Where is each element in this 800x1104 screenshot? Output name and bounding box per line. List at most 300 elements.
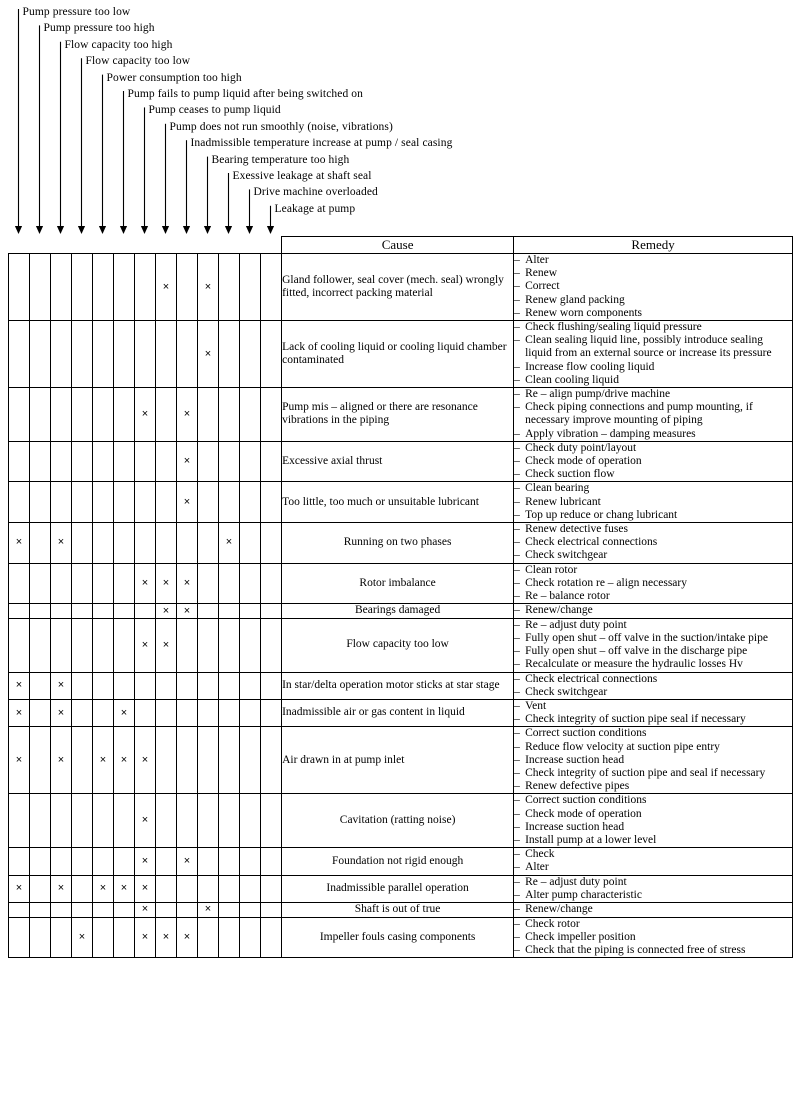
symptom-label-1: Pump pressure too low (22, 6, 131, 18)
mark-cell-r13-c4 (72, 794, 93, 848)
mark-cell-r6-c5 (93, 523, 114, 564)
remedy-cell (514, 672, 793, 699)
cause-cell: Impeller fouls casing components (282, 917, 514, 958)
mark-cell-r6-c1: × (9, 523, 30, 564)
mark-cell-r4-c9: × (177, 441, 198, 482)
mark-cell-r15-c6: × (114, 875, 135, 902)
mark-cell-r4-c4 (72, 441, 93, 482)
mark-cell-r5-c10 (198, 482, 219, 523)
table-row (9, 794, 793, 848)
mark-cell-r11-c7 (135, 700, 156, 727)
mark-cell-r1-c8: × (156, 254, 177, 321)
mark-cell-r3-c5 (93, 388, 114, 442)
header-spacer (9, 237, 282, 254)
remedy-item: – Renew/change (514, 903, 792, 916)
mark-cell-r5-c3 (51, 482, 72, 523)
remedy-item: – Renew/change (514, 604, 792, 617)
mark-cell-r1-c2 (30, 254, 51, 321)
mark-cell-r15-c2 (30, 875, 51, 902)
remedy-cell (514, 388, 793, 442)
mark-cell-r12-c7: × (135, 727, 156, 794)
mark-cell-r5-c11 (219, 482, 240, 523)
remedy-cell (514, 618, 793, 672)
cause-cell: Inadmissible parallel operation (282, 875, 514, 902)
table-row (9, 563, 793, 604)
remedy-item: – Increase suction head (514, 754, 792, 767)
mark-cell-r15-c1: × (9, 875, 30, 902)
mark-cell-r8-c12 (240, 604, 261, 619)
mark-cell-r7-c3 (51, 563, 72, 604)
mark-cell-r5-c13 (261, 482, 282, 523)
remedy-item: – Check mode of operation (514, 808, 792, 821)
symptom-label-5: Power consumption too high (106, 71, 242, 84)
mark-cell-r16-c5 (93, 903, 114, 918)
mark-cell-r14-c13 (261, 848, 282, 875)
mark-cell-r2-c3 (51, 321, 72, 388)
remedy-item: – Increase suction head (514, 821, 792, 834)
mark-cell-r2-c4 (72, 321, 93, 388)
remedy-cell (514, 903, 793, 918)
remedy-cell (514, 917, 793, 958)
cause-cell: In star/delta operation motor sticks at star stage (282, 672, 514, 699)
mark-cell-r16-c1 (9, 903, 30, 918)
mark-cell-r7-c8: × (156, 563, 177, 604)
remedy-item: – Renew (514, 267, 792, 280)
remedy-item: – Renew defective pipes (514, 780, 792, 793)
table-row (9, 618, 793, 672)
cause-cell: Air drawn in at pump inlet (282, 727, 514, 794)
mark-cell-r17-c6 (114, 917, 135, 958)
mark-cell-r16-c3 (51, 903, 72, 918)
mark-cell-r17-c3 (51, 917, 72, 958)
mark-cell-r13-c2 (30, 794, 51, 848)
remedy-item: – Clean cooling liquid (514, 374, 792, 387)
remedy-item: – Clean sealing liquid line, possibly introduce sealing liquid from an external source or increase its pressure (514, 334, 792, 360)
remedy-item: – Check rotor (514, 918, 792, 931)
remedy-item: – Check (514, 848, 792, 861)
remedy-item: – Renew gland packing (514, 294, 792, 307)
table-row (9, 848, 793, 875)
remedy-item: – Renew lubricant (514, 496, 792, 509)
remedy-item: – Check integrity of suction pipe and seal if necessary (514, 767, 792, 780)
mark-cell-r17-c11 (219, 917, 240, 958)
mark-cell-r12-c5: × (93, 727, 114, 794)
mark-cell-r11-c13 (261, 700, 282, 727)
remedy-item: – Check electrical connections (514, 673, 792, 686)
mark-cell-r7-c1 (9, 563, 30, 604)
remedy-item: – Fully open shut – off valve in the discharge pipe (514, 645, 792, 658)
mark-cell-r10-c13 (261, 672, 282, 699)
mark-cell-r9-c2 (30, 618, 51, 672)
remedy-cell (514, 482, 793, 523)
mark-cell-r6-c2 (30, 523, 51, 564)
mark-cell-r13-c1 (9, 794, 30, 848)
mark-cell-r8-c9: × (177, 604, 198, 619)
remedy-item: – Check switchgear (514, 686, 792, 699)
mark-cell-r8-c2 (30, 604, 51, 619)
mark-cell-r1-c10: × (198, 254, 219, 321)
mark-cell-r17-c10 (198, 917, 219, 958)
symptom-label-2: Pump pressure too high (43, 22, 155, 35)
mark-cell-r7-c11 (219, 563, 240, 604)
table-row (9, 254, 793, 321)
remedy-cell (514, 563, 793, 604)
mark-cell-r6-c3: × (51, 523, 72, 564)
symptom-label-4: Flow capacity too low (85, 55, 191, 68)
mark-cell-r13-c3 (51, 794, 72, 848)
mark-cell-r2-c7 (135, 321, 156, 388)
mark-cell-r11-c5 (93, 700, 114, 727)
mark-cell-r14-c9: × (177, 848, 198, 875)
remedy-item: – Install pump at a lower level (514, 834, 792, 847)
mark-cell-r2-c11 (219, 321, 240, 388)
remedy-cell (514, 727, 793, 794)
mark-cell-r13-c13 (261, 794, 282, 848)
mark-cell-r14-c2 (30, 848, 51, 875)
mark-cell-r5-c1 (9, 482, 30, 523)
remedy-item: – Recalculate or measure the hydraulic losses Hv (514, 658, 792, 671)
mark-cell-r9-c1 (9, 618, 30, 672)
mark-cell-r9-c13 (261, 618, 282, 672)
symptom-label-10: Bearing temperature too high (211, 153, 350, 166)
mark-cell-r14-c3 (51, 848, 72, 875)
mark-cell-r4-c11 (219, 441, 240, 482)
mark-cell-r8-c1 (9, 604, 30, 619)
mark-cell-r7-c10 (198, 563, 219, 604)
cause-cell: Lack of cooling liquid or cooling liquid chamber contaminated (282, 321, 514, 388)
mark-cell-r5-c2 (30, 482, 51, 523)
remedy-item: – Check integrity of suction pipe seal if necessary (514, 713, 792, 726)
table-row (9, 388, 793, 442)
mark-cell-r2-c1 (9, 321, 30, 388)
mark-cell-r11-c11 (219, 700, 240, 727)
mark-cell-r11-c4 (72, 700, 93, 727)
mark-cell-r5-c8 (156, 482, 177, 523)
remedy-item: – Correct suction conditions (514, 794, 792, 807)
mark-cell-r16-c12 (240, 903, 261, 918)
mark-cell-r3-c11 (219, 388, 240, 442)
cause-cell: Too little, too much or unsuitable lubricant (282, 482, 514, 523)
table-row (9, 672, 793, 699)
mark-cell-r3-c7: × (135, 388, 156, 442)
mark-cell-r14-c4 (72, 848, 93, 875)
remedy-cell (514, 254, 793, 321)
remedy-item: – Increase flow cooling liquid (514, 361, 792, 374)
mark-cell-r9-c11 (219, 618, 240, 672)
remedy-item: – Renew detective fuses (514, 523, 792, 536)
remedy-item: – Check that the piping is connected free of stress (514, 944, 792, 957)
mark-cell-r2-c10: × (198, 321, 219, 388)
mark-cell-r4-c7 (135, 441, 156, 482)
symptom-label-11: Exessive leakage at shaft seal (232, 170, 372, 182)
remedy-item: – Check suction flow (514, 468, 792, 481)
remedy-item: – Clean rotor (514, 564, 792, 577)
mark-cell-r7-c12 (240, 563, 261, 604)
remedy-item: – Fully open shut – off valve in the suction/intake pipe (514, 632, 792, 645)
mark-cell-r15-c3: × (51, 875, 72, 902)
mark-cell-r7-c5 (93, 563, 114, 604)
remedy-cell (514, 604, 793, 619)
mark-cell-r11-c6: × (114, 700, 135, 727)
mark-cell-r17-c4: × (72, 917, 93, 958)
mark-cell-r2-c2 (30, 321, 51, 388)
mark-cell-r9-c9 (177, 618, 198, 672)
mark-cell-r12-c1: × (9, 727, 30, 794)
mark-cell-r14-c12 (240, 848, 261, 875)
remedy-column-header: Remedy (514, 237, 793, 254)
mark-cell-r6-c10 (198, 523, 219, 564)
remedy-item: – Alter pump characteristic (514, 889, 792, 902)
mark-cell-r4-c2 (30, 441, 51, 482)
mark-cell-r15-c12 (240, 875, 261, 902)
mark-cell-r11-c10 (198, 700, 219, 727)
mark-cell-r3-c9: × (177, 388, 198, 442)
mark-cell-r1-c4 (72, 254, 93, 321)
symptom-label-block (0, 0, 800, 236)
mark-cell-r8-c11 (219, 604, 240, 619)
symptom-label-8: Pump does not run smoothly (noise, vibrations) (169, 120, 393, 133)
remedy-cell (514, 523, 793, 564)
mark-cell-r2-c13 (261, 321, 282, 388)
mark-cell-r17-c5 (93, 917, 114, 958)
mark-cell-r16-c4 (72, 903, 93, 918)
mark-cell-r4-c10 (198, 441, 219, 482)
mark-cell-r13-c8 (156, 794, 177, 848)
mark-cell-r17-c13 (261, 917, 282, 958)
cause-cell: Gland follower, seal cover (mech. seal) wrongly fitted, incorrect packing material (282, 254, 514, 321)
table-row (9, 482, 793, 523)
mark-cell-r3-c1 (9, 388, 30, 442)
remedy-item: – Re – balance rotor (514, 590, 792, 603)
mark-cell-r4-c13 (261, 441, 282, 482)
table-row (9, 903, 793, 918)
mark-cell-r1-c1 (9, 254, 30, 321)
mark-cell-r5-c4 (72, 482, 93, 523)
remedy-item: – Check mode of operation (514, 455, 792, 468)
mark-cell-r9-c3 (51, 618, 72, 672)
mark-cell-r7-c6 (114, 563, 135, 604)
mark-cell-r3-c6 (114, 388, 135, 442)
mark-cell-r12-c12 (240, 727, 261, 794)
mark-cell-r6-c12 (240, 523, 261, 564)
mark-cell-r16-c6 (114, 903, 135, 918)
cause-cell: Flow capacity too low (282, 618, 514, 672)
symptom-label-6: Pump fails to pump liquid after being switched on (127, 88, 364, 100)
mark-cell-r15-c11 (219, 875, 240, 902)
remedy-item: – Check flushing/sealing liquid pressure (514, 321, 792, 334)
mark-cell-r16-c9 (177, 903, 198, 918)
remedy-item: – Apply vibration – damping measures (514, 428, 792, 441)
mark-cell-r6-c13 (261, 523, 282, 564)
mark-cell-r3-c10 (198, 388, 219, 442)
remedy-item: – Top up reduce or chang lubricant (514, 509, 792, 522)
mark-cell-r6-c7 (135, 523, 156, 564)
mark-cell-r16-c2 (30, 903, 51, 918)
mark-cell-r17-c8: × (156, 917, 177, 958)
remedy-item: – Check piping connections and pump mounting, if necessary improve mounting of piping (514, 401, 792, 427)
remedy-item: – Alter (514, 861, 792, 874)
mark-cell-r13-c12 (240, 794, 261, 848)
mark-cell-r4-c5 (93, 441, 114, 482)
mark-cell-r14-c6 (114, 848, 135, 875)
mark-cell-r1-c9 (177, 254, 198, 321)
mark-cell-r1-c11 (219, 254, 240, 321)
remedy-cell (514, 794, 793, 848)
mark-cell-r1-c6 (114, 254, 135, 321)
mark-cell-r1-c5 (93, 254, 114, 321)
mark-cell-r13-c5 (93, 794, 114, 848)
mark-cell-r9-c12 (240, 618, 261, 672)
mark-cell-r5-c5 (93, 482, 114, 523)
mark-cell-r8-c3 (51, 604, 72, 619)
mark-cell-r7-c13 (261, 563, 282, 604)
mark-cell-r7-c2 (30, 563, 51, 604)
remedy-cell (514, 441, 793, 482)
remedy-item: – Check rotation re – align necessary (514, 577, 792, 590)
mark-cell-r9-c7: × (135, 618, 156, 672)
mark-cell-r7-c7: × (135, 563, 156, 604)
mark-cell-r8-c4 (72, 604, 93, 619)
mark-cell-r15-c5: × (93, 875, 114, 902)
mark-cell-r11-c8 (156, 700, 177, 727)
mark-cell-r10-c9 (177, 672, 198, 699)
table-row (9, 321, 793, 388)
table-header-row (9, 237, 793, 254)
remedy-cell (514, 848, 793, 875)
table-row (9, 523, 793, 564)
mark-cell-r17-c9: × (177, 917, 198, 958)
mark-cell-r4-c1 (9, 441, 30, 482)
symptom-label-3: Flow capacity too high (64, 38, 173, 51)
mark-cell-r3-c12 (240, 388, 261, 442)
mark-cell-r12-c2 (30, 727, 51, 794)
mark-cell-r14-c11 (219, 848, 240, 875)
mark-cell-r2-c6 (114, 321, 135, 388)
mark-cell-r16-c11 (219, 903, 240, 918)
mark-cell-r17-c1 (9, 917, 30, 958)
mark-cell-r9-c10 (198, 618, 219, 672)
remedy-item: – Renew worn components (514, 307, 792, 320)
mark-cell-r4-c8 (156, 441, 177, 482)
mark-cell-r10-c1: × (9, 672, 30, 699)
cause-cell: Cavitation (ratting noise) (282, 794, 514, 848)
mark-cell-r11-c3: × (51, 700, 72, 727)
mark-cell-r11-c9 (177, 700, 198, 727)
remedy-item: – Vent (514, 700, 792, 713)
mark-cell-r17-c2 (30, 917, 51, 958)
symptom-label-13: Leakage at pump (274, 202, 356, 215)
remedy-cell (514, 321, 793, 388)
remedy-item: – Check duty point/layout (514, 442, 792, 455)
mark-cell-r14-c10 (198, 848, 219, 875)
table-row (9, 604, 793, 619)
mark-cell-r3-c8 (156, 388, 177, 442)
mark-cell-r10-c2 (30, 672, 51, 699)
table-row (9, 875, 793, 902)
mark-cell-r10-c6 (114, 672, 135, 699)
cause-column-header: Cause (282, 237, 514, 254)
mark-cell-r14-c1 (9, 848, 30, 875)
remedy-item: – Check impeller position (514, 931, 792, 944)
mark-cell-r3-c4 (72, 388, 93, 442)
mark-cell-r17-c7: × (135, 917, 156, 958)
mark-cell-r15-c9 (177, 875, 198, 902)
mark-cell-r15-c7: × (135, 875, 156, 902)
mark-cell-r13-c10 (198, 794, 219, 848)
remedy-item: – Correct suction conditions (514, 727, 792, 740)
mark-cell-r3-c2 (30, 388, 51, 442)
mark-cell-r14-c5 (93, 848, 114, 875)
mark-cell-r6-c8 (156, 523, 177, 564)
table-row (9, 727, 793, 794)
mark-cell-r6-c6 (114, 523, 135, 564)
mark-cell-r9-c8: × (156, 618, 177, 672)
mark-cell-r11-c12 (240, 700, 261, 727)
mark-cell-r1-c12 (240, 254, 261, 321)
remedy-item: – Check switchgear (514, 549, 792, 562)
mark-cell-r1-c13 (261, 254, 282, 321)
mark-cell-r8-c5 (93, 604, 114, 619)
mark-cell-r8-c13 (261, 604, 282, 619)
mark-cell-r10-c4 (72, 672, 93, 699)
symptom-label-12: Drive machine overloaded (253, 186, 378, 199)
remedy-item: – Re – adjust duty point (514, 619, 792, 632)
mark-cell-r3-c3 (51, 388, 72, 442)
mark-cell-r7-c9: × (177, 563, 198, 604)
mark-cell-r11-c2 (30, 700, 51, 727)
mark-cell-r6-c11: × (219, 523, 240, 564)
mark-cell-r12-c8 (156, 727, 177, 794)
mark-cell-r16-c7: × (135, 903, 156, 918)
mark-cell-r13-c11 (219, 794, 240, 848)
mark-cell-r10-c12 (240, 672, 261, 699)
mark-cell-r14-c8 (156, 848, 177, 875)
table-row (9, 700, 793, 727)
mark-cell-r5-c7 (135, 482, 156, 523)
mark-cell-r16-c8 (156, 903, 177, 918)
table-row (9, 917, 793, 958)
cause-cell: Running on two phases (282, 523, 514, 564)
mark-cell-r12-c11 (219, 727, 240, 794)
mark-cell-r8-c6 (114, 604, 135, 619)
mark-cell-r16-c10: × (198, 903, 219, 918)
mark-cell-r10-c7 (135, 672, 156, 699)
remedy-cell (514, 700, 793, 727)
mark-cell-r10-c8 (156, 672, 177, 699)
mark-cell-r13-c7: × (135, 794, 156, 848)
mark-cell-r15-c10 (198, 875, 219, 902)
mark-cell-r1-c3 (51, 254, 72, 321)
mark-cell-r12-c4 (72, 727, 93, 794)
mark-cell-r12-c3: × (51, 727, 72, 794)
cause-cell: Foundation not rigid enough (282, 848, 514, 875)
mark-cell-r8-c7 (135, 604, 156, 619)
mark-cell-r13-c9 (177, 794, 198, 848)
mark-cell-r14-c7: × (135, 848, 156, 875)
mark-cell-r15-c8 (156, 875, 177, 902)
mark-cell-r16-c13 (261, 903, 282, 918)
mark-cell-r15-c13 (261, 875, 282, 902)
mark-cell-r9-c5 (93, 618, 114, 672)
mark-cell-r4-c6 (114, 441, 135, 482)
mark-cell-r6-c4 (72, 523, 93, 564)
mark-cell-r13-c6 (114, 794, 135, 848)
mark-cell-r5-c6 (114, 482, 135, 523)
mark-cell-r2-c5 (93, 321, 114, 388)
remedy-cell (514, 875, 793, 902)
mark-cell-r4-c12 (240, 441, 261, 482)
mark-cell-r2-c12 (240, 321, 261, 388)
